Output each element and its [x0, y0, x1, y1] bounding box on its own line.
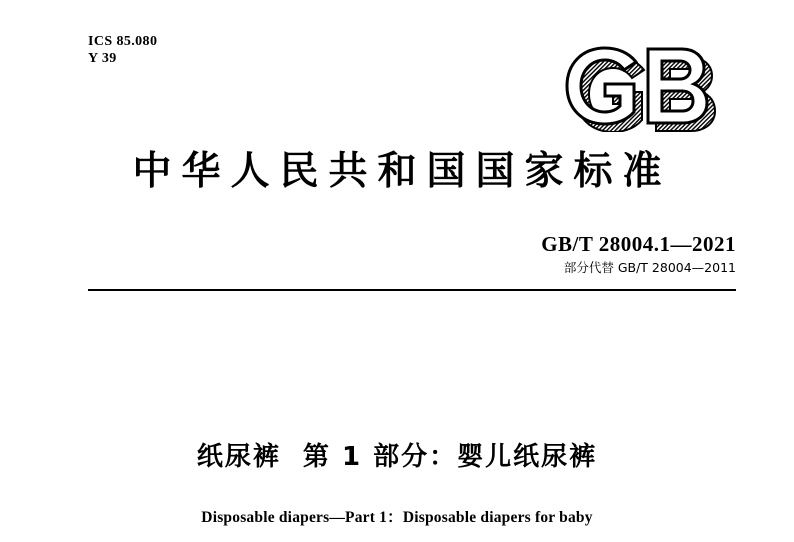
- page-title: 中华人民共和国国家标准: [132, 149, 672, 194]
- ics-classification-block: [88, 33, 157, 67]
- subject-title-english: Disposable diapers—Part 1：Disposable diapers for baby: [201, 509, 593, 526]
- subject-title-part-name: 纸尿裤: [196, 442, 281, 472]
- subject-title-part-number: 第 1 部分：婴儿纸尿裤: [302, 442, 598, 472]
- gb-logo-icon: [564, 46, 734, 132]
- replaces-note: 部分代替 GB/T 28004—2011: [563, 260, 736, 275]
- standard-number: GB/T 28004.1—2021: [541, 232, 736, 256]
- standard-number-block: [541, 232, 736, 277]
- ccs-code: Y 39: [88, 51, 117, 66]
- horizontal-divider: [88, 289, 736, 291]
- ics-code: ICS 85.080: [88, 34, 158, 49]
- subject-title: [0, 440, 794, 474]
